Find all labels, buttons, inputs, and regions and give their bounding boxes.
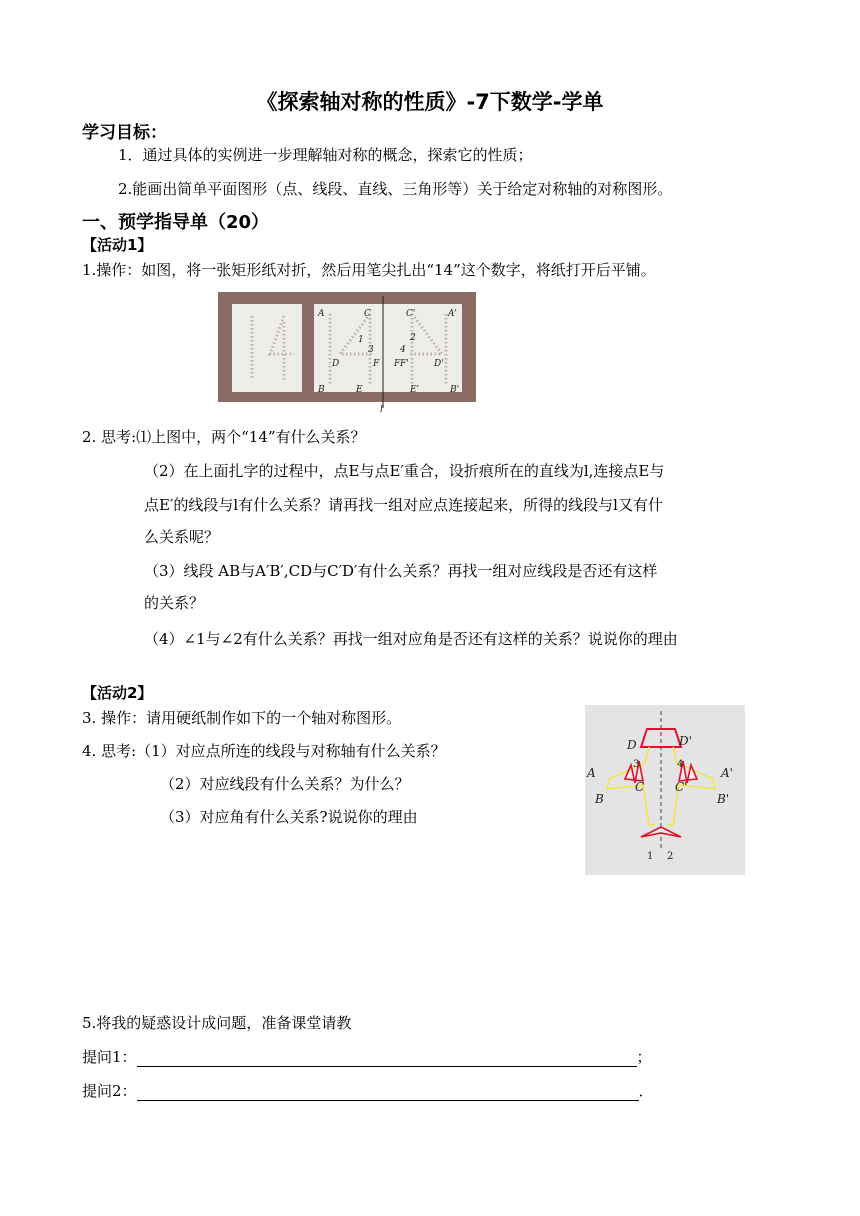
fig1-label-3: 3 — [368, 345, 374, 355]
activity1-label: 【活动1】 — [82, 236, 153, 254]
think-question-2-line2: 点E′的线段与l有什么关系？请再找一组对应点连接起来，所得的线段与l又有什 — [144, 496, 663, 514]
ask-1-label: 提问1： — [82, 1048, 137, 1066]
think-question-2-line1: （2）在上面扎字的过程中，点E与点E′重合，设折痕所在的直线为l,连接点E与 — [144, 462, 665, 480]
fig1-label-d: D — [332, 359, 340, 369]
page-title: 《探索轴对称的性质》-7下数学-学单 — [256, 90, 604, 114]
ask-2-blank[interactable] — [137, 1084, 639, 1101]
activity2-think-1: 4. 思考:（1）对应点所连的线段与对称轴有什么关系？ — [82, 742, 446, 760]
fig1-label-b-prime: B' — [450, 385, 460, 395]
ask-1-blank[interactable] — [137, 1050, 637, 1067]
question-5: 5.将我的疑惑设计成问题，准备课堂请教 — [82, 1014, 352, 1032]
fig1-axis-label: l — [380, 405, 383, 415]
think-question-3-line1: （3）线段 AB与A′B′,CD与C′D′有什么关系？再找一组对应线段是否还有这样 — [144, 562, 658, 580]
fig2-label-b: B — [595, 792, 604, 806]
objectives-heading: 学习目标： — [82, 123, 167, 143]
activity1-operation: 1.操作：如图，将一张矩形纸对折，然后用笔尖扎出“14”这个数字，将纸打开后平铺。 — [82, 261, 656, 279]
section1-heading: 一、预学指导单（20） — [82, 212, 270, 233]
fig1-label-a: A — [318, 309, 325, 319]
fig2-label-4: 4 — [677, 759, 684, 770]
fig1-label-d-prime: D' — [434, 359, 444, 369]
objective-item-1: 1．通过具体的实例进一步理解轴对称的概念，探索它的性质； — [118, 146, 533, 164]
fig1-label-4: 4 — [400, 345, 406, 355]
activity2-label: 【活动2】 — [82, 684, 153, 702]
fig1-label-2: 2 — [410, 333, 416, 343]
fig1-label-e: E — [356, 385, 363, 395]
fig1-label-f-extra: F — [394, 359, 401, 369]
fig2-label-c: C — [635, 780, 645, 794]
fig1-label-1: 1 — [358, 335, 364, 345]
fig2-label-3: 3 — [633, 759, 640, 770]
fig1-label-e-prime: E' — [410, 385, 420, 395]
fig2-label-1: 1 — [647, 851, 654, 862]
fig1-label-a-prime: A' — [448, 309, 457, 319]
activity2-operation: 3. 操作：请用硬纸制作如下的一个轴对称图形。 — [82, 709, 402, 727]
activity2-think-3: （3）对应角有什么关系?说说你的理由 — [160, 808, 418, 826]
ask-1-row — [82, 1046, 652, 1067]
fig1-label-f-prime: F' — [400, 359, 409, 369]
ask-2-label: 提问2： — [82, 1082, 137, 1100]
think-question-1: 2. 思考:⑴上图中，两个“14”有什么关系？ — [82, 428, 366, 446]
think-question-2-line3: 么关系呢？ — [144, 528, 220, 546]
ask-2-end: ． — [638, 1082, 654, 1100]
fig2-label-a: A — [587, 766, 596, 780]
fig1-label-c: C — [364, 309, 371, 319]
ask-1-end: ； — [636, 1048, 652, 1066]
fig1-label-f: F — [373, 359, 380, 369]
ask-2-row — [82, 1080, 654, 1101]
fig1-label-b: B — [318, 385, 325, 395]
fig2-label-b-prime: B' — [717, 792, 730, 806]
think-question-4: （4）∠1与∠2有什么关系？再找一组对应角是否还有这样的关系？说说你的理由 — [144, 630, 678, 648]
think-question-3-line2: 的关系？ — [144, 594, 205, 612]
fig2-label-2: 2 — [667, 851, 674, 862]
activity2-think-2: （2）对应线段有什么关系？为什么？ — [160, 775, 410, 793]
fig2-label-d: D — [627, 738, 637, 752]
fig1-label-c-prime: C' — [406, 309, 416, 319]
fold-14-figure — [218, 292, 478, 416]
fig2-label-c-prime: C' — [675, 780, 688, 794]
objective-item-2: 2.能画出简单平面图形（点、线段、直线、三角形等）关于给定对称轴的对称图形。 — [118, 180, 673, 198]
airplane-figure — [585, 705, 745, 875]
fig2-label-a-prime: A' — [721, 766, 733, 780]
fig2-label-d-prime: D' — [679, 734, 692, 748]
